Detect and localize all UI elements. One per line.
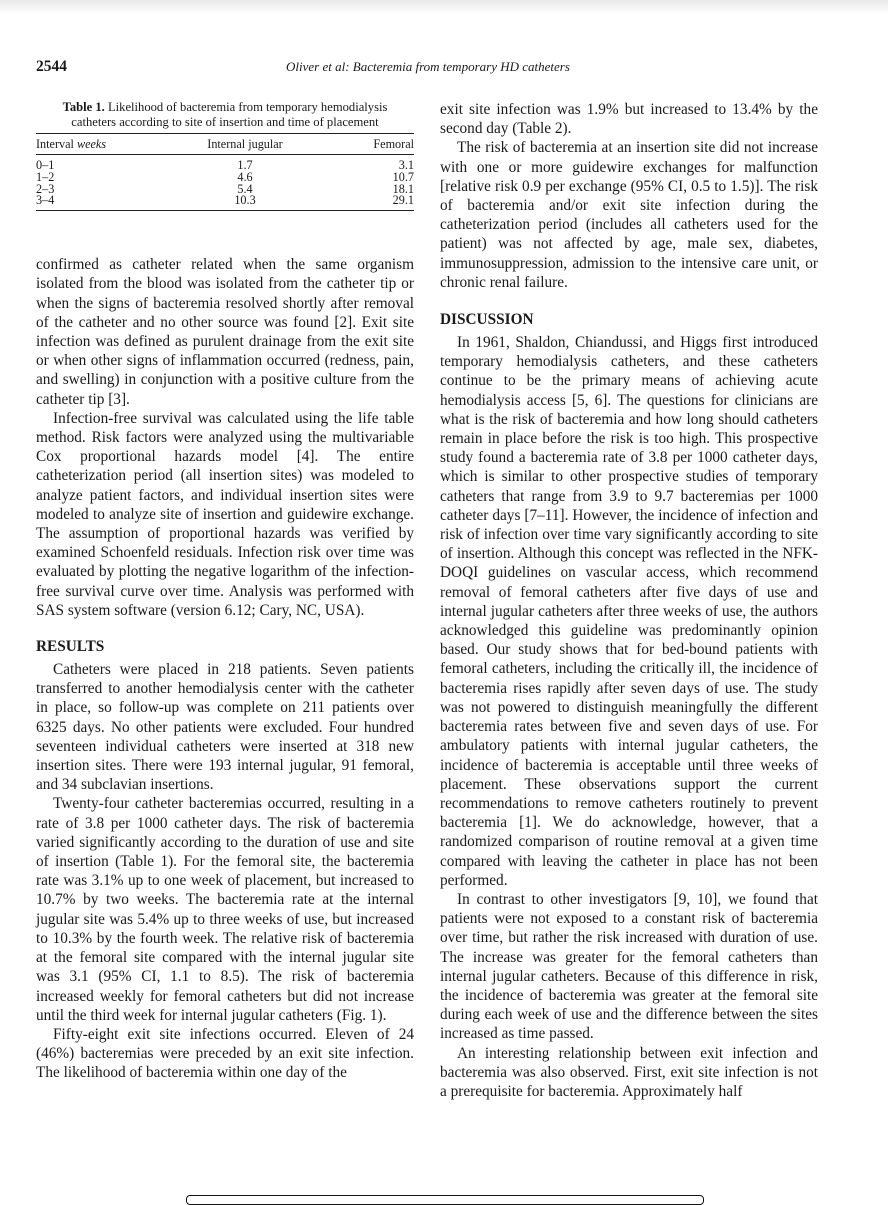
- col-header-internal-jugular: Internal jugular: [146, 134, 344, 155]
- page-header: [36, 58, 816, 80]
- cell-femoral: 18.1: [392, 181, 414, 196]
- cell-femoral: 3.1: [398, 158, 414, 172]
- cell-interval: 2–3: [36, 181, 55, 196]
- table-caption: [36, 100, 414, 130]
- running-head: Oliver et al: Bacteremia from temporary HD catheters: [286, 59, 570, 74]
- table-row: [36, 155, 414, 172]
- results-paragraph-2: Twenty-four catheter bacteremias occurred, resulting in a rate of 3.8 per 1000 catheter days. The risk of bacteremia varied significantly according to the duration of use and site of insertion (Table 1). For the femoral site, the bacteremia rate was 3.1% up to one week of placement, but increased to 10.7% by two weeks. The bacteremia rate at the internal jugular site was 5.4% up to three weeks of use, but increased to 10.3% by the fourth week. The relative risk of bacteremia at the femoral site compared with the internal jugular site was 3.1 (95% CI, 1.1 to 8.5). The risk of bacteremia increased weekly for femoral catheters but did not increase until the third week for internal jugular catheters (Fig. 1).: [36, 795, 414, 1024]
- cell-femoral: 10.7: [392, 169, 414, 184]
- col-header-femoral: Femoral: [344, 134, 414, 155]
- methods-paragraph-continued: confirmed as catheter related when the same organism isolated from the blood was isolated from the catheter tip or when the signs of bacteremia resolved shortly after removal of the catheter and no other source was found [2]. Exit site infection was defined as purulent drainage from the exit site or when other signs of inflammation occurred (redness, pain, and swelling) in conjunction with a positive culture from the catheter tip [3].: [36, 256, 414, 408]
- discussion-heading: DISCUSSION: [440, 311, 534, 329]
- results-paragraph-guidewire: The risk of bacteremia at an insertion site did not increase with one or more guidewire exchanges for malfunction [relative risk 0.9 per exchange (95% CI, 0.5 to 1.5)]. The risk of bacteremia and/or exit site infection during the catheterization period (includes all catheters used for the patient) was not affected by age, male sex, diabetes, immunosuppression, admission to the intensive care unit, or chronic renal failure.: [440, 139, 818, 291]
- cell-interval: 1–2: [36, 169, 55, 184]
- discussion-paragraph-1: In 1961, Shaldon, Chiandussi, and Higgs first introduced temporary hemodialysis catheters, and these catheters continue to be the primary means of achieving acute hemodialysis access [5, 6]. The questions for clinicians are what is the risk of bacteremia and how long should catheters remain in place before the risk is too high. This prospective study found a bacteremia rate of 3.8 per 1000 catheter days, which is similar to other prospective studies of temporary catheters that range from 3.9 to 9.7 bacteremias per 1000 catheter days [7–11]. However, the incidence of infection and risk of infection over time vary significantly according to site of insertion. Although this concept was reflected in the NFK-DOQI guidelines on vascular access, which recommend removal of femoral catheters after five days of use and internal jugular catheters after three weeks of use, the authors acknowledged this guideline was predominantly opinion based. Our study shows that for bed-bound patients with femoral catheters, including the critically ill, the incidence of bacteremia rises rapidly after seven days of use. The study was not powered to distinguish meaningfully the different bacteremia rates between five and seven days of use. For ambulatory patients with internal jugular catheters, the incidence of bacteremia is acceptable until three weeks of placement. These observations support the current recommendations to remove catheters routinely to prevent bacteremia [1]. We do acknowledge, however, that a randomized comparison of routine removal at a given time compared with leaving the catheter in place has not been performed.: [440, 334, 818, 889]
- cell-interval: 3–4: [36, 193, 55, 208]
- table-caption-line-1: Likelihood of bacteremia from temporary hemodialysis: [107, 100, 388, 114]
- table-1: [36, 100, 414, 211]
- cell-femoral: 29.1: [392, 193, 414, 208]
- cell-internal-jugular: 1.7: [237, 158, 253, 172]
- results-paragraph-1: Catheters were placed in 218 patients. Seven patients transferred to another hemodialysis center with the catheter in place, so follow-up was complete on 211 patients over 6325 days. No other patients were excluded. Four hundred seventeen individual catheters were inserted at 318 new insertion sites. There were 193 internal jugular, 91 femoral, and 34 subclavian insertions.: [36, 661, 414, 794]
- col-header-interval: Interval weeks: [36, 134, 146, 155]
- table-row: [36, 195, 414, 210]
- results-paragraph-continued: exit site infection was 1.9% but increased to 13.4% by the second day (Table 2).: [440, 101, 818, 138]
- table-1-grid: [36, 133, 414, 211]
- discussion-paragraph-2: In contrast to other investigators [9, 10], we found that patients were not exposed to a constant risk of bacteremia over time, but rather the risk increased with duration of use. The increase was greater for the femoral catheters than internal jugular catheters. Because of this difference in risk, the incidence of bacteremia was greater at the femoral site during each week of use and the difference between the sites increased as time passed.: [440, 890, 818, 1043]
- methods-paragraph-statistics: Infection-free survival was calculated using the life table method. Risk factors were analyzed using the multivariable Cox proportional hazards model [4]. The entire catheterization period (all insertion sites) was modeled to analyze patient factors, and individual insertion sites were modeled to analyze site of insertion and guidewire exchange. The assumption of proportional hazards was verified by examined Schoenfeld residuals. Infection risk over time was evaluated by plotting the negative logarithm of the infection-free survival curve over time. Analysis was performed with SAS system software (version 6.12; Cary, NC, USA).: [36, 409, 414, 619]
- left-column: [36, 100, 414, 1083]
- cell-internal-jugular: 4.6: [237, 169, 253, 184]
- table-label: Table 1.: [62, 100, 105, 114]
- table-caption-line-2: catheters according to site of insertion and time of placement: [71, 115, 379, 129]
- cell-interval: 0–1: [36, 158, 55, 172]
- cell-internal-jugular: 5.4: [237, 181, 253, 196]
- cell-internal-jugular: 10.3: [234, 193, 256, 208]
- results-paragraph-3: Fifty-eight exit site infections occurred. Eleven of 24 (46%) bacteremias were preceded by an exit site infection. The likelihood of bacteremia within one day of the: [36, 1025, 414, 1082]
- table-header-row: [36, 134, 414, 155]
- right-column: [440, 100, 818, 1101]
- bottom-scroll-bar[interactable]: [186, 1195, 704, 1205]
- top-edge: [0, 0, 888, 14]
- discussion-paragraph-3: An interesting relationship between exit infection and bacteremia was also observed. First, exit site infection is not a prerequisite for bacteremia. Approximately half: [440, 1044, 818, 1100]
- results-heading: RESULTS: [36, 638, 105, 656]
- table-row: [36, 172, 414, 184]
- page-number: 2544: [36, 58, 67, 75]
- table-row: [36, 184, 414, 196]
